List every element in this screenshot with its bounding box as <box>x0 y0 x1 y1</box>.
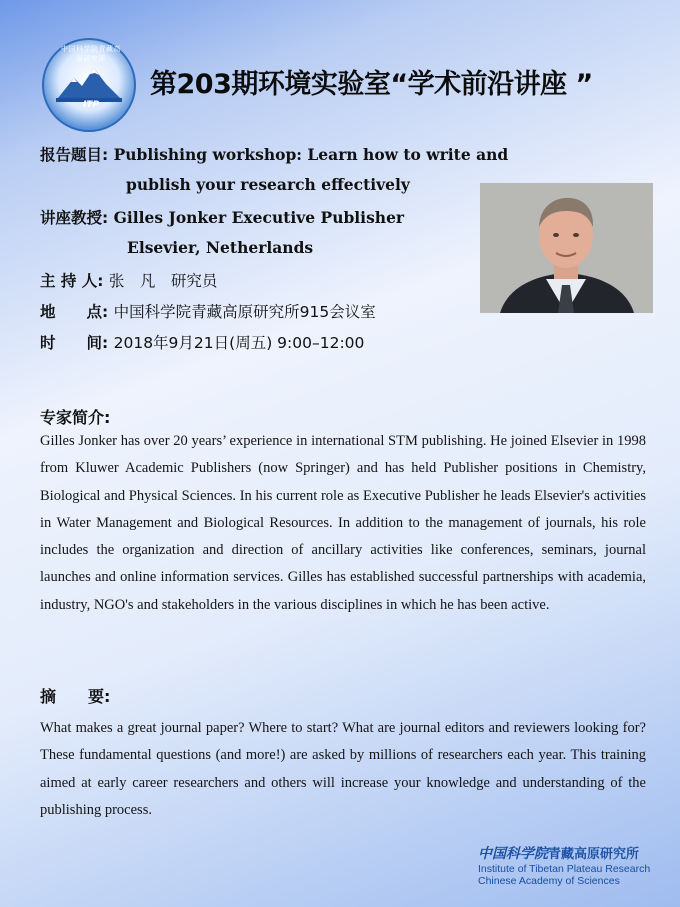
bio-title: 专家简介: <box>40 408 111 427</box>
speaker-photo <box>480 183 653 313</box>
institution-block <box>478 843 668 887</box>
time-label: 时 间: <box>40 334 109 352</box>
logo-ring-text: 中国科学院青藏高原研究所 <box>61 45 121 63</box>
speaker-row-2 <box>127 238 313 257</box>
place-label: 地 点: <box>40 303 109 321</box>
portrait-icon <box>480 183 653 313</box>
host-label: 主 持 人: <box>40 272 104 290</box>
topic-line1: Publishing workshop: Learn how to write and <box>113 145 509 164</box>
topic-label: 报告题目: <box>40 146 109 164</box>
topic-row-2 <box>126 175 410 194</box>
institution-en-2: Chinese Academy of Sciences <box>478 875 620 887</box>
speaker-line1: Gilles Jonker Executive Publisher <box>113 208 405 227</box>
bio-text: Gilles Jonker has over 20 years’ experience in international STM publishing. He joined Elsevier in 1998 from Kluwer Academic Publishers (now Springer) and has held Publisher positions in Chemistry, Biological and Physical Sciences. In his current role as Executive Publisher he leads Elsevier's activities in Water Management and Biological Resources. In addition to the management of journals, his role includes the organization and direction of ancillary activities like conferences, seminars, journal launches and online information services. Gilles has established successful partnerships with academia, industry, NGO's and stakeholders in the various disciplines in which he has been active. <box>40 433 646 613</box>
time-row <box>40 331 364 353</box>
institute-logo <box>42 38 136 132</box>
institution-en-1: Institute of Tibetan Plateau Research <box>478 863 651 875</box>
speaker-line2: Elsevier, Netherlands <box>127 238 314 257</box>
page-title: 第203期环境实验室“学术前沿讲座 ” <box>150 69 593 100</box>
itp-name: 青藏高原研究所 <box>548 847 640 862</box>
place-row <box>40 300 376 322</box>
speaker-label: 讲座教授: <box>40 209 109 227</box>
place-value: 中国科学院青藏高原研究所915会议室 <box>113 303 376 321</box>
host-value: 张 凡 研究员 <box>108 272 218 290</box>
cas-name: 中国科学院 <box>478 846 548 862</box>
host-row <box>40 269 217 291</box>
speaker-row <box>40 206 404 228</box>
abstract-title: 摘 要: <box>40 687 111 706</box>
logo-mark: ITP <box>82 100 100 110</box>
topic-line2: publish your research effectively <box>126 175 410 194</box>
abstract-text: What makes a great journal paper? Where to start? What are journal editors and reviewers looking for? These fundamental questions (and more!) are asked by millions of researchers each year. This training aimed at early career researchers and others will increase your knowledge and understanding of the publishing process. <box>40 720 646 818</box>
time-value: 2018年9月21日(周五) 9:00–12:00 <box>113 334 365 352</box>
topic-row <box>40 143 508 165</box>
institution-cn <box>478 843 668 863</box>
